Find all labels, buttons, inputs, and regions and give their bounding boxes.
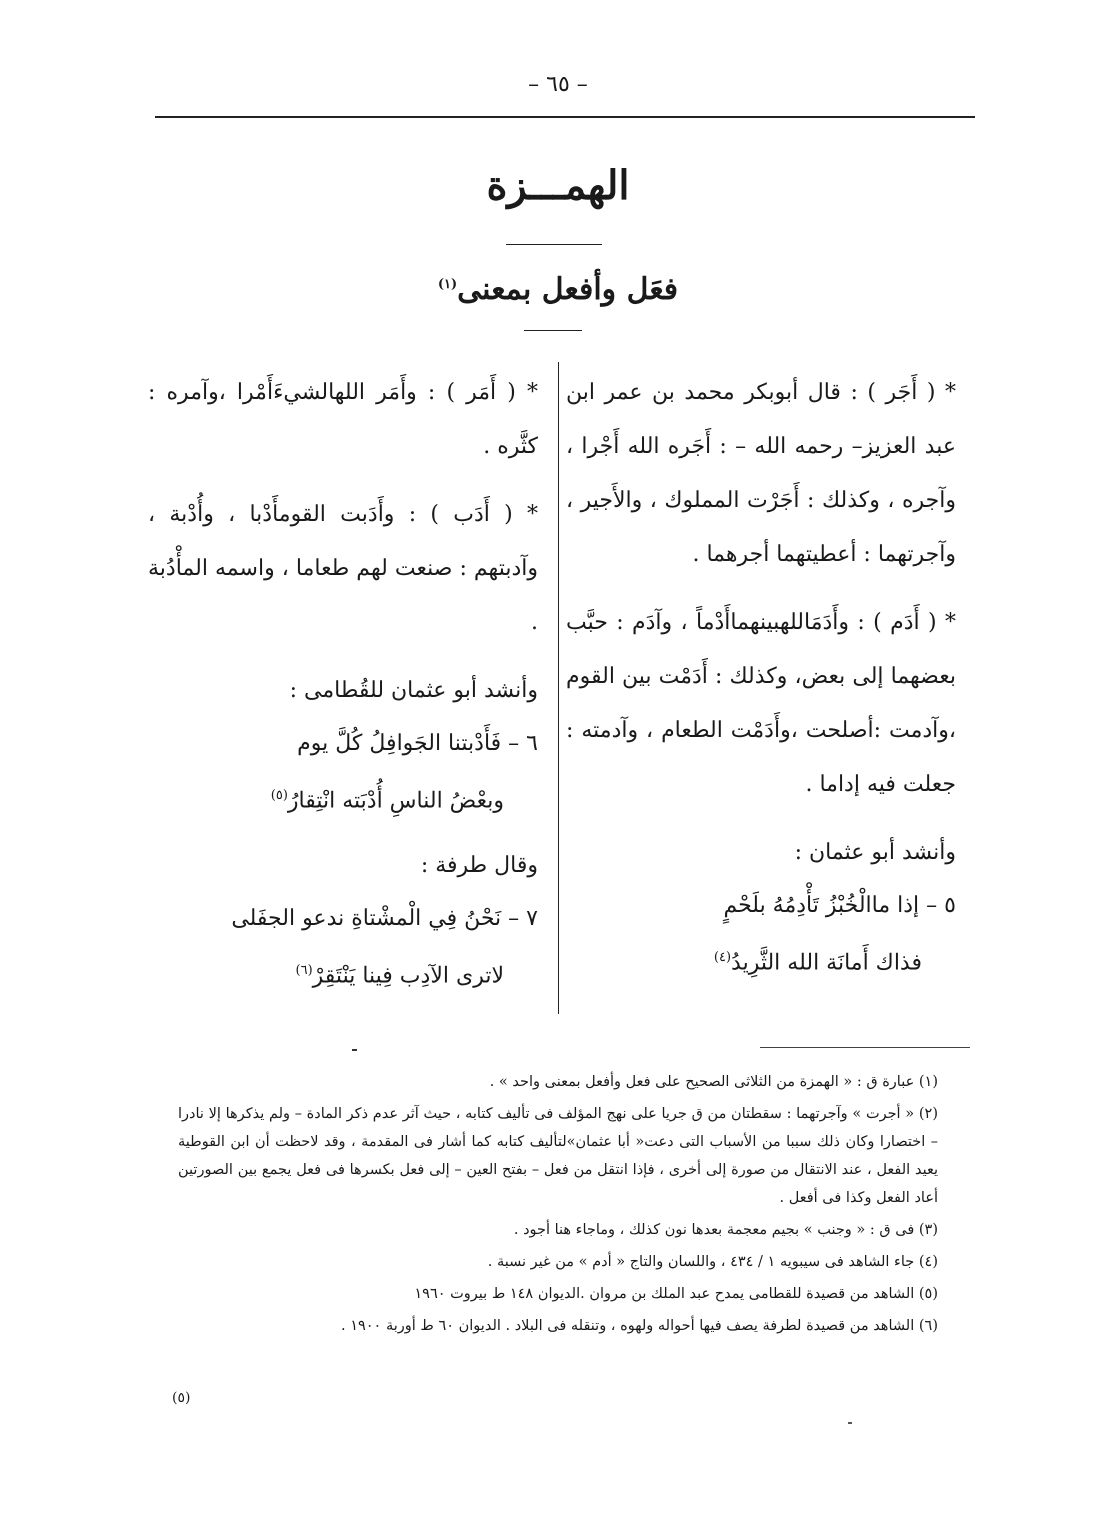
left-column [148, 366, 538, 1003]
entry-ajar: * ( أَجَر ) : قال أبوبكر محمد بن عمر ابن عبد العزيز– رحمه الله – : أَجَره الله أَجْرا ، وآجره ، وكذلك : أَجَرْت المملوك ، والأَجير ، وآجرتهما : أعطيتهما أجرهما . [566, 380, 956, 567]
right-column [566, 366, 956, 989]
verse-first-hemistich: نَحْنُ فِي الْمشْتاةِ ندعو الجفَلى [231, 906, 502, 932]
verse-number: ٧ – [508, 906, 538, 932]
verse-second-hemistich-text: لاترى الآدِب فِينا يَنْتَقِرْ [312, 963, 504, 989]
footnote-5: (٥) الشاهد من قصيدة للقطامى يمدح عبد الملك بن مروان .الديوان ١٤٨ ط بيروت ١٩٦٠ [414, 1286, 938, 1302]
column-divider [558, 362, 559, 1014]
footnote-4: (٤) جاء الشاهد فى سيبويه ١ / ٤٣٤ ، واللسان والتاج « أدم » من غير نسبة . [487, 1254, 938, 1270]
chapter-title: الهمـــزة [486, 162, 630, 209]
footnote-ref: (٤) [713, 950, 732, 965]
verse-number: ٥ – [926, 893, 956, 918]
verse-number: ٦ – [508, 731, 538, 756]
verse-intro: وقال طرفة : [420, 853, 538, 879]
section-rule [524, 330, 582, 331]
footnote-ref: (٦) [295, 963, 313, 979]
page-number: – ٦٥ – [528, 72, 588, 97]
verse-first-hemistich: إذا ماالْخُبْزُ تَأْدِمُهُ بلَحْمٍ [723, 893, 920, 918]
footnotes-list [178, 1068, 938, 1344]
stray-ink-mark [352, 1049, 357, 1051]
footnote-rule [760, 1047, 970, 1048]
verse-second-hemistich-text: وبعْضُ الناسِ أُدْبَته انْتِقارُ [287, 788, 504, 814]
footnote-1: (١) عبارة ق : « الهمزة من الثلاثى الصحيح على فعل وأفعل بمعنى واحد » . [489, 1074, 938, 1090]
entry-adam: * ( أَدَم ) : وأَدَمَاللهبينهماأَدْماً ، وآدَم : حبَّب بعضهما إلى بعض، وكذلك : أَدَمْت بين القوم ،وآدمت :أصلحت ،وأَدَمْت الطعام ، وآدمته : جعلت فيه إداما . [566, 610, 956, 797]
entry-adab: * ( أَدَب ) : وأَدَبت القومأَدْبا ، وأُدْبة ، وآدبتهم : صنعت لهم طعاما ، واسمه المأْدُبة . [148, 502, 538, 635]
section-title-text: فعَل وأفعل بمعنى [457, 272, 679, 307]
verse-7 [148, 893, 538, 1002]
verse-second-hemistich [148, 945, 538, 1002]
title-rule [506, 244, 602, 245]
footnote-2: (٢) « أجرت » وآجرتهما : سقطتان من ق جريا على نهج المؤلف فى تأليف كتابه ، حيث آثر عدم ذكر المادة – ولم يذكرها إلا نادرا – اختصارا وكان ذلك سببا من الأسباب التى دعت« أبا عثمان»لتأليف كتابه كما أشار فى المقدمة ، وقد لاحظت أن ابن القوطية يعيد الفعل ، عند الانتقال من صورة إلى أخرى ، فإذا انتقل من فعل – بفتح العين – إلى فعل بكسرها فى فعل يجمع بين الصورتين أعاد الفعل وكذا فى أفعل . [178, 1106, 938, 1206]
footnote-6: (٦) الشاهد من قصيدة لطرفة يصف فيها أحواله ولهوه ، وتنقله فى البلاد . الديوان ٦٠ ط أوربة ١٩٠٠ . [340, 1318, 938, 1334]
section-footnote-ref: (١) [437, 277, 458, 292]
verse-intro: وأنشد أبو عثمان : [794, 840, 956, 865]
verse-second-hemistich-text: فذاك أَمانَة الله الثَّرِيدُ [731, 950, 922, 976]
signature-mark: (٥) [172, 1390, 191, 1406]
verse-second-hemistich [566, 932, 956, 989]
stray-ink-mark [848, 1422, 852, 1424]
footnote-ref: (٥) [270, 788, 288, 803]
section-title [308, 272, 808, 307]
entry-amar: * ( أَمَر ) : وأَمَر اللهالشيءَأَمْرا ،وآمره : كثَّره . [148, 380, 538, 459]
verse-intro: وأنشد أبو عثمان للقُطامى : [289, 678, 538, 703]
verse-second-hemistich [148, 770, 538, 827]
footnote-3: (٣) فى ق : « وجنب » بجيم معجمة بعدها نون كذلك ، وماجاء هنا أجود . [513, 1222, 938, 1238]
verse-5 [566, 880, 956, 989]
header-rule [155, 116, 975, 118]
verse-first-hemistich: فَأَدْبتنا الجَوافِلُ كُلَّ يوم [297, 731, 502, 756]
verse-6 [148, 718, 538, 827]
